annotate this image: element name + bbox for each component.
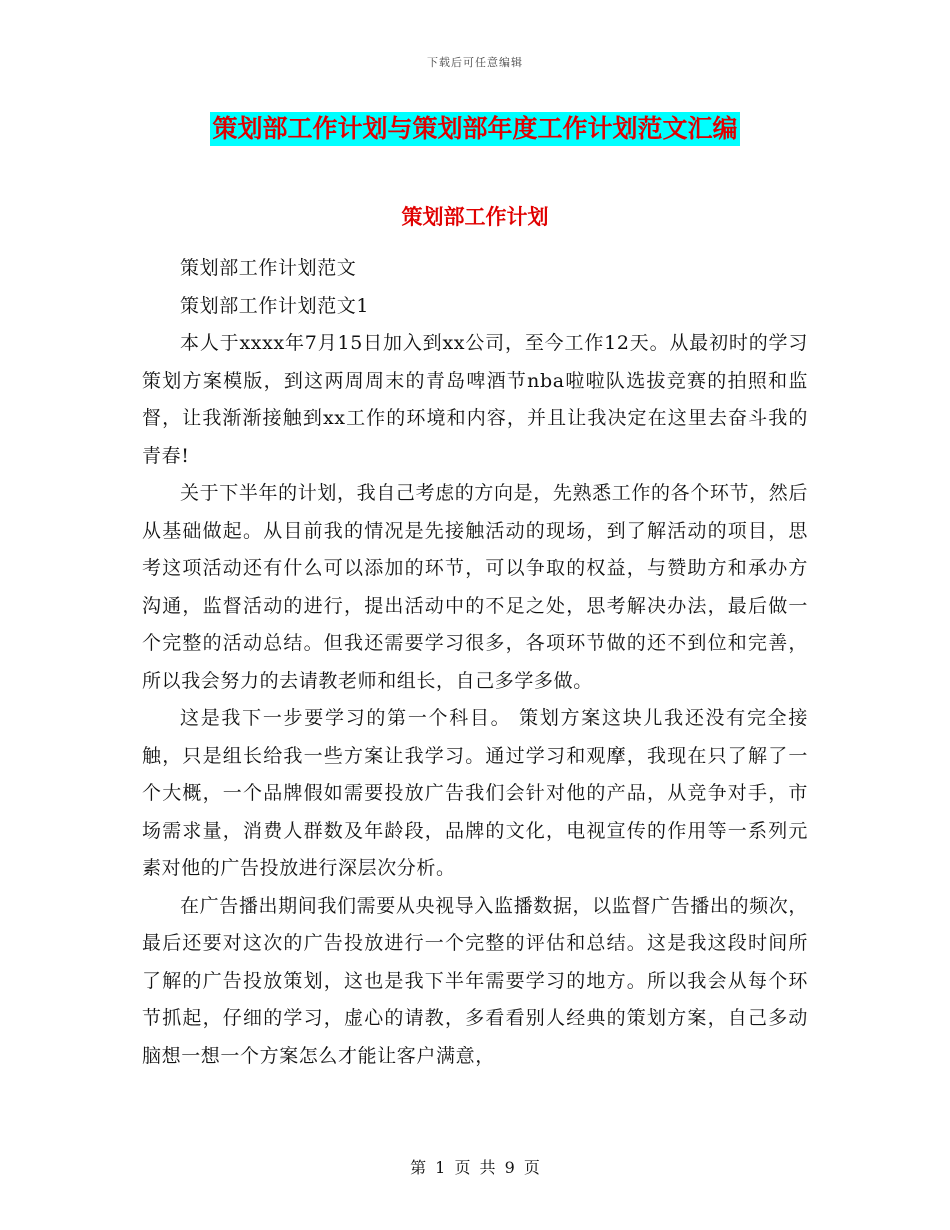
paragraph: 本人于xxxx年7月15日加入到xx公司，至今工作12天。从最初时的学习策划方案模版，到这两周周末的青岛啤酒节nba啦啦队选拔竞赛的拍照和监督，让我渐渐接触到xx工作的环境和内容，并且让我决定在这里去奋斗我的青春! xyxy=(142,332,808,467)
paragraph: 策划部工作计划范文1 xyxy=(180,294,370,317)
paragraph: 关于下半年的计划，我自己考虑的方向是，先熟悉工作的各个环节，然后从基础做起。从目前我的情况是先接触活动的现场，到了解活动的项目，思考这项活动还有什么可以添加的环节，可以争取的权益，与赞助方和承办方沟通，监督活动的进行，提出活动中的不足之处，思考解决办法，最后做一个完整的活动总结。但我还需要学习很多，各项环节做的还不到位和完善，所以我会努力的去请教老师和组长，自己多学多做。 xyxy=(142,482,808,692)
paragraph: 策划部工作计划范文 xyxy=(180,257,357,279)
paragraph: 这是我下一步要学习的第一个科目。 策划方案这块儿我还没有完全接触，只是组长给我一些方案让我学习。通过学习和观摩，我现在只了解了一个大概，一个品牌假如需要投放广告我们会针对他的产品，从竞争对手，市场需求量，消费人群数及年龄段，品牌的文化，电视宣传的作用等一系列元素对他的广告投放进行深层次分析。 xyxy=(142,707,808,879)
page-header-note: 下载后可任意编辑 xyxy=(427,56,523,69)
section-title: 策划部工作计划 xyxy=(401,205,549,229)
main-title-container xyxy=(0,112,950,146)
document-body xyxy=(142,218,808,1075)
paragraph: 在广告播出期间我们需要从央视导入监播数据，以监督广告播出的频次，最后还要对这次的广告投放进行一个完整的评估和总结。这是我这段时间所了解的广告投放策划，这也是我下半年需要学习的地方。所以我会从每个环节抓起，仔细的学习，虚心的请教，多看看别人经典的策划方案，自己多动脑想一想一个方案怎么才能让客户满意， xyxy=(142,894,808,1067)
main-title: 策划部工作计划与策划部年度工作计划范文汇编 xyxy=(210,112,739,146)
page-footer: 第 1 页 共 9 页 xyxy=(410,1158,540,1177)
